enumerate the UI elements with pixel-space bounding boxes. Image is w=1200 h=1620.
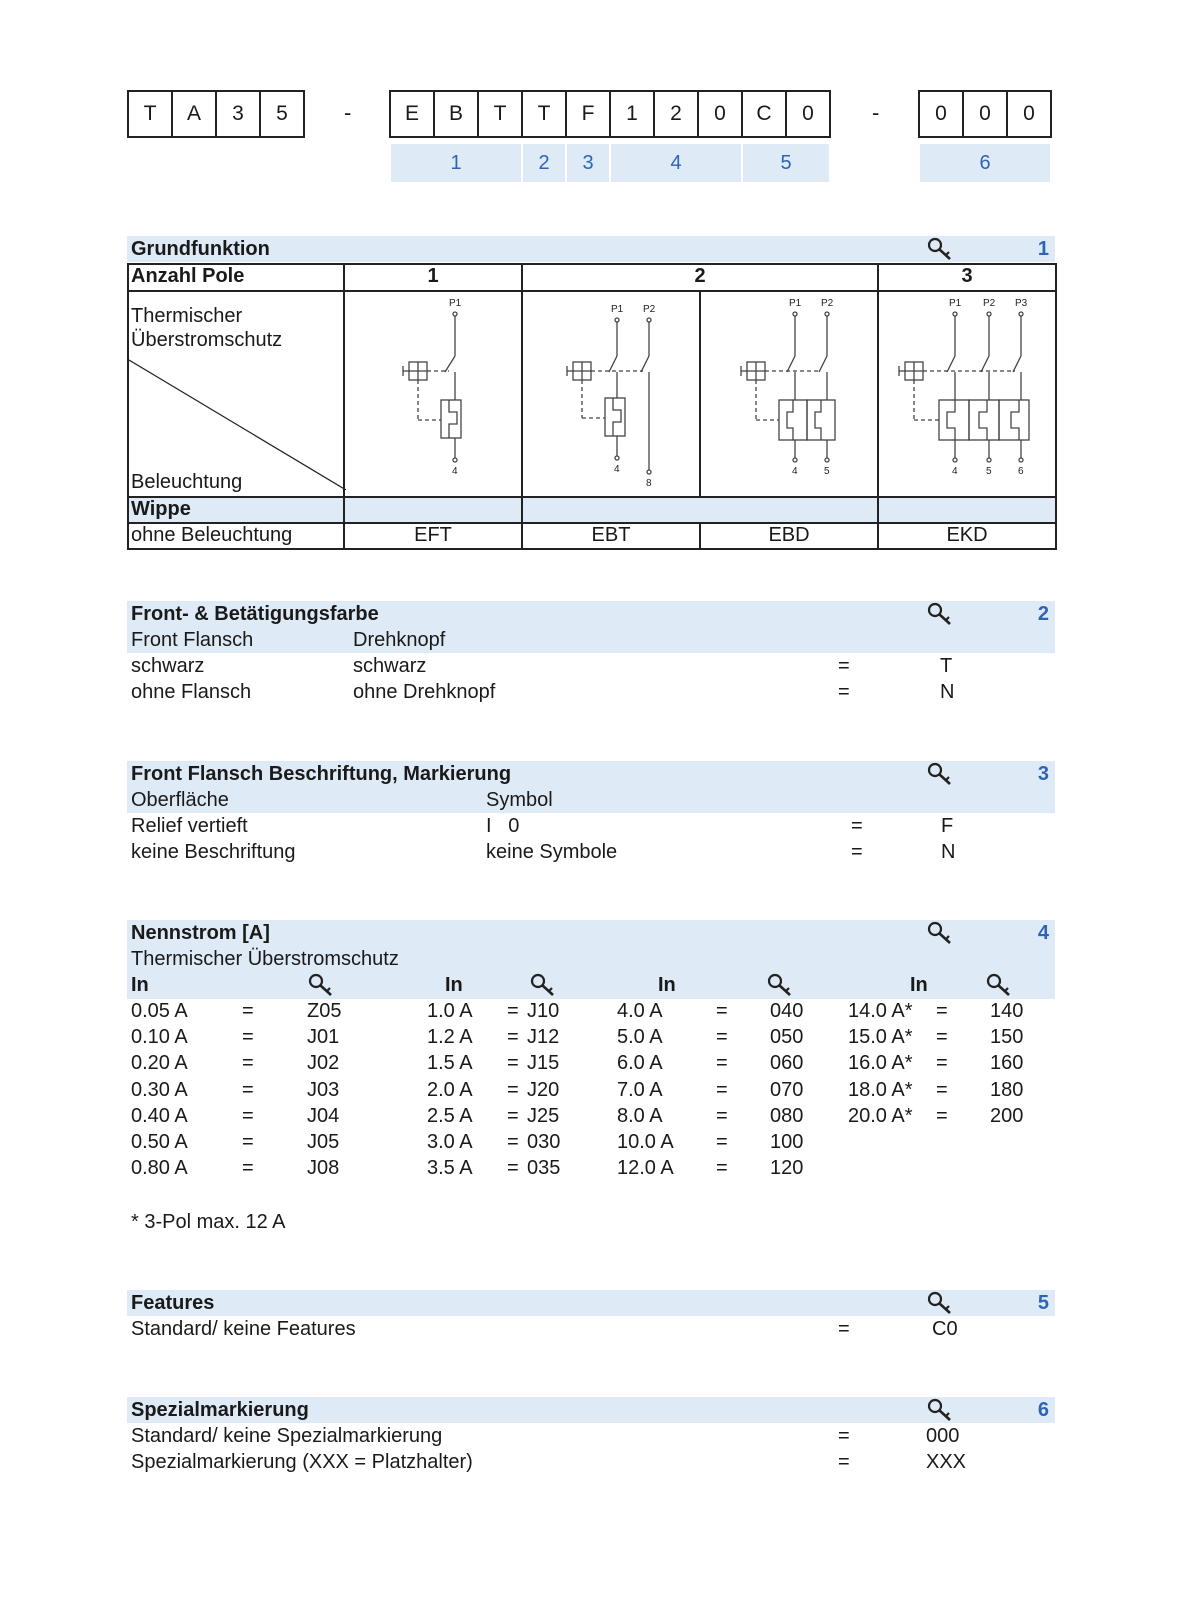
- current-code: 180: [990, 1079, 1024, 1101]
- circuit-cell-3: [700, 291, 878, 497]
- code-char: A: [173, 92, 217, 136]
- option-code: N: [940, 681, 955, 703]
- key-icon: [927, 921, 953, 951]
- current-code: J01: [307, 1026, 340, 1048]
- section-header-features: [127, 1290, 1055, 1316]
- code-char: T: [479, 92, 523, 136]
- current-value: 0.80 A: [131, 1157, 188, 1179]
- current-value: 0.50 A: [131, 1131, 188, 1153]
- equals-sign: =: [242, 1052, 254, 1074]
- current-value: 0.10 A: [131, 1026, 188, 1048]
- option-label: Standard/ keine Features: [131, 1318, 356, 1340]
- variant-code: EFT: [344, 523, 522, 549]
- current-code: J12: [527, 1026, 560, 1048]
- code-index: 6: [920, 144, 1050, 182]
- code-index: 5: [743, 144, 829, 182]
- current-value: 1.0 A: [427, 1000, 473, 1022]
- code-char: 2: [655, 92, 699, 136]
- code-index: 4: [611, 144, 741, 182]
- current-code: Z05: [307, 1000, 342, 1022]
- current-code: J20: [527, 1079, 560, 1101]
- pole-col: 3: [878, 264, 1056, 291]
- wippe-cell: [522, 497, 878, 523]
- diag-top-line: Thermischer: [131, 305, 243, 327]
- key-icon: [927, 1398, 953, 1428]
- current-code: 200: [990, 1105, 1024, 1127]
- column-header-in: In: [445, 974, 463, 996]
- circuit-cell-1: [344, 291, 522, 497]
- column-header: Drehknopf: [353, 629, 446, 651]
- key-icon: [767, 973, 793, 997]
- code-char: 0: [802, 102, 814, 125]
- equals-sign: =: [936, 1079, 948, 1101]
- column-header: Oberfläche: [131, 789, 229, 811]
- key-icon: [927, 1291, 953, 1321]
- current-code: J10: [527, 1000, 560, 1022]
- terminal-label: 8: [646, 478, 652, 489]
- code-char: T: [523, 92, 567, 136]
- current-code: J02: [307, 1052, 340, 1074]
- equals-sign: =: [716, 1079, 728, 1101]
- section-title: Nennstrom [A]: [131, 922, 270, 944]
- grundfunktion-table: [127, 263, 1057, 550]
- option-label: ohne Flansch: [131, 681, 252, 703]
- current-code: 030: [527, 1131, 561, 1153]
- code-char: F: [567, 92, 611, 136]
- equals-sign: =: [507, 1052, 519, 1074]
- section-number: 4: [1037, 922, 1049, 944]
- option-label: ohne Drehknopf: [353, 681, 496, 703]
- current-value: 1.5 A: [427, 1052, 473, 1074]
- key-icon: [986, 973, 1012, 997]
- current-code: J25: [527, 1105, 560, 1127]
- wippe-cell: [344, 497, 522, 523]
- equals-sign: =: [242, 1131, 254, 1153]
- column-header-in: In: [910, 974, 928, 996]
- code-char: 0: [964, 92, 1008, 136]
- terminal-label: P1: [611, 304, 624, 315]
- current-code: 160: [990, 1052, 1024, 1074]
- terminal-label: 4: [614, 464, 620, 475]
- current-value: 12.0 A: [617, 1157, 674, 1179]
- current-value: 1.2 A: [427, 1026, 473, 1048]
- section-title: Features: [131, 1292, 215, 1314]
- key-icon: [927, 762, 953, 792]
- option-label: I 0: [486, 815, 520, 837]
- equals-sign: =: [507, 1105, 519, 1127]
- option-label: Relief vertieft: [131, 815, 248, 837]
- option-label: Standard/ keine Spezialmarkierung: [131, 1425, 443, 1447]
- equals-sign: =: [838, 655, 850, 677]
- section-header-spezial: [127, 1397, 1055, 1423]
- current-code: 070: [770, 1079, 804, 1101]
- terminal-label: P1: [449, 298, 462, 309]
- equals-sign: =: [851, 841, 863, 863]
- current-value: 8.0 A: [617, 1105, 663, 1127]
- circuit-cell-4: [878, 291, 1056, 497]
- current-value: 15.0 A*: [848, 1026, 913, 1048]
- current-code: 150: [990, 1026, 1024, 1048]
- equals-sign: =: [936, 1026, 948, 1048]
- equals-sign: =: [716, 1000, 728, 1022]
- code-char: 3: [217, 92, 261, 136]
- terminal-label: P2: [983, 298, 996, 309]
- code-char: 0: [920, 92, 964, 136]
- terminal-label: P3: [1015, 298, 1028, 309]
- column-header: Symbol: [486, 789, 553, 811]
- current-value: 18.0 A*: [848, 1079, 913, 1101]
- current-code: J05: [307, 1131, 340, 1153]
- code-char: 5: [276, 102, 288, 125]
- equals-sign: =: [851, 815, 863, 837]
- diagonal-header-cell: [128, 291, 344, 497]
- variant-code: EKD: [878, 523, 1056, 549]
- equals-sign: =: [838, 1451, 850, 1473]
- diag-top-line: Überstromschutz: [131, 329, 283, 351]
- code-group-1: [127, 90, 305, 138]
- pole-col: 1: [344, 264, 522, 291]
- section-title: Spezialmarkierung: [131, 1399, 309, 1421]
- terminal-label: P1: [949, 298, 962, 309]
- terminal-label: P2: [821, 298, 834, 309]
- code-char: 0: [699, 92, 743, 136]
- code-char: 0: [1023, 102, 1035, 125]
- key-icon: [927, 602, 953, 632]
- terminal-label: 5: [986, 466, 992, 477]
- section-number: 2: [1037, 603, 1049, 625]
- circuit-2pole-ebt-diagram: [523, 292, 699, 490]
- section-header-grundfunktion: [127, 236, 1055, 262]
- equals-sign: =: [936, 1000, 948, 1022]
- current-value: 0.40 A: [131, 1105, 188, 1127]
- terminal-label: 6: [1018, 466, 1024, 477]
- current-code: 040: [770, 1000, 804, 1022]
- column-header-in: In: [131, 974, 149, 996]
- current-code: 035: [527, 1157, 561, 1179]
- option-code: 000: [926, 1425, 960, 1447]
- section-number: 3: [1037, 763, 1049, 785]
- equals-sign: =: [242, 1079, 254, 1101]
- equals-sign: =: [242, 1157, 254, 1179]
- footnote: * 3-Pol max. 12 A: [131, 1211, 286, 1233]
- option-code: N: [941, 841, 956, 863]
- equals-sign: =: [242, 1026, 254, 1048]
- wippe-cell: [878, 497, 1056, 523]
- option-code: C0: [932, 1318, 958, 1340]
- variant-code: EBD: [700, 523, 878, 549]
- equals-sign: =: [716, 1052, 728, 1074]
- current-value: 10.0 A: [617, 1131, 674, 1153]
- option-label: keine Symbole: [486, 841, 618, 863]
- current-code: J03: [307, 1079, 340, 1101]
- code-char: T: [129, 92, 173, 136]
- section-title: Grundfunktion: [131, 238, 270, 260]
- current-value: 16.0 A*: [848, 1052, 913, 1074]
- current-value: 7.0 A: [617, 1079, 663, 1101]
- current-value: 3.0 A: [427, 1131, 473, 1153]
- code-group-3: [918, 90, 1052, 138]
- equals-sign: =: [507, 1157, 519, 1179]
- circuit-1pole-diagram: [345, 292, 521, 490]
- circuit-cell-2: [522, 291, 700, 497]
- pole-col: 2: [522, 264, 878, 291]
- diag-bottom-label: Beleuchtung: [131, 471, 243, 493]
- equals-sign: =: [242, 1000, 254, 1022]
- current-code: 050: [770, 1026, 804, 1048]
- equals-sign: =: [507, 1000, 519, 1022]
- diag-top-label: [131, 304, 282, 352]
- equals-sign: =: [716, 1105, 728, 1127]
- current-code: J15: [527, 1052, 560, 1074]
- code-char: 1: [611, 92, 655, 136]
- section-number: 6: [1037, 1399, 1049, 1421]
- code-group-2: [389, 90, 831, 138]
- equals-sign: =: [716, 1157, 728, 1179]
- key-icon: [308, 973, 334, 997]
- option-code: F: [941, 815, 954, 837]
- current-value: 5.0 A: [617, 1026, 663, 1048]
- code-separator: -: [872, 100, 880, 125]
- equals-sign: =: [716, 1026, 728, 1048]
- current-value: 0.05 A: [131, 1000, 188, 1022]
- option-code: XXX: [926, 1451, 967, 1473]
- key-icon: [530, 973, 556, 997]
- terminal-label: P2: [643, 304, 656, 315]
- current-value: 0.20 A: [131, 1052, 188, 1074]
- equals-sign: =: [242, 1105, 254, 1127]
- equals-sign: =: [936, 1052, 948, 1074]
- equals-sign: =: [838, 1318, 850, 1340]
- wippe-label: Wippe: [128, 497, 344, 523]
- equals-sign: =: [716, 1131, 728, 1153]
- terminal-label: 4: [952, 466, 958, 477]
- equals-sign: =: [838, 1425, 850, 1447]
- option-code: T: [940, 655, 953, 677]
- current-value: 14.0 A*: [848, 1000, 913, 1022]
- current-value: 4.0 A: [617, 1000, 663, 1022]
- current-code: 080: [770, 1105, 804, 1127]
- section-number: 5: [1037, 1292, 1049, 1314]
- code-char: B: [435, 92, 479, 136]
- option-label: keine Beschriftung: [131, 841, 296, 863]
- code-char: C: [743, 92, 787, 136]
- option-label: Spezialmarkierung (XXX = Platzhalter): [131, 1451, 473, 1473]
- circuit-2pole-ebd-diagram: [701, 292, 877, 490]
- equals-sign: =: [507, 1131, 519, 1153]
- code-index: 3: [567, 144, 609, 182]
- current-value: 3.5 A: [427, 1157, 473, 1179]
- section-title: Front- & Betätigungsfarbe: [131, 603, 379, 625]
- current-value: 20.0 A*: [848, 1105, 913, 1127]
- current-code: 100: [770, 1131, 804, 1153]
- code-index: 1: [391, 144, 521, 182]
- section-number: 1: [1037, 238, 1049, 260]
- section-header-beschriftung: [127, 761, 1055, 813]
- option-label: schwarz: [353, 655, 427, 677]
- option-label: schwarz: [131, 655, 205, 677]
- section-title: Front Flansch Beschriftung, Markierung: [131, 763, 512, 785]
- current-value: 6.0 A: [617, 1052, 663, 1074]
- code-index: 2: [523, 144, 565, 182]
- equals-sign: =: [507, 1079, 519, 1101]
- equals-sign: =: [507, 1026, 519, 1048]
- current-code: 060: [770, 1052, 804, 1074]
- equals-sign: =: [936, 1105, 948, 1127]
- ohne-beleuchtung-label: ohne Beleuchtung: [128, 523, 344, 549]
- current-value: 2.0 A: [427, 1079, 473, 1101]
- current-code: J08: [307, 1157, 340, 1179]
- current-code: 120: [770, 1157, 804, 1179]
- current-code: 140: [990, 1000, 1024, 1022]
- anzahl-pole-label: Anzahl Pole: [128, 264, 344, 291]
- variant-code: EBT: [522, 523, 700, 549]
- column-header-in: In: [658, 974, 676, 996]
- terminal-label: P1: [789, 298, 802, 309]
- current-value: 0.30 A: [131, 1079, 188, 1101]
- current-code: J04: [307, 1105, 340, 1127]
- section-header-farbe: [127, 601, 1055, 653]
- terminal-label: 4: [792, 466, 798, 477]
- code-separator: -: [344, 100, 352, 125]
- current-value: 2.5 A: [427, 1105, 473, 1127]
- terminal-label: 4: [452, 466, 458, 477]
- code-char: E: [391, 92, 435, 136]
- terminal-label: 5: [824, 466, 830, 477]
- circuit-3pole-ekd-diagram: [879, 292, 1055, 490]
- nennstrom-subtitle: Thermischer Überstromschutz: [131, 948, 399, 970]
- column-header: Front Flansch: [131, 629, 254, 651]
- equals-sign: =: [838, 681, 850, 703]
